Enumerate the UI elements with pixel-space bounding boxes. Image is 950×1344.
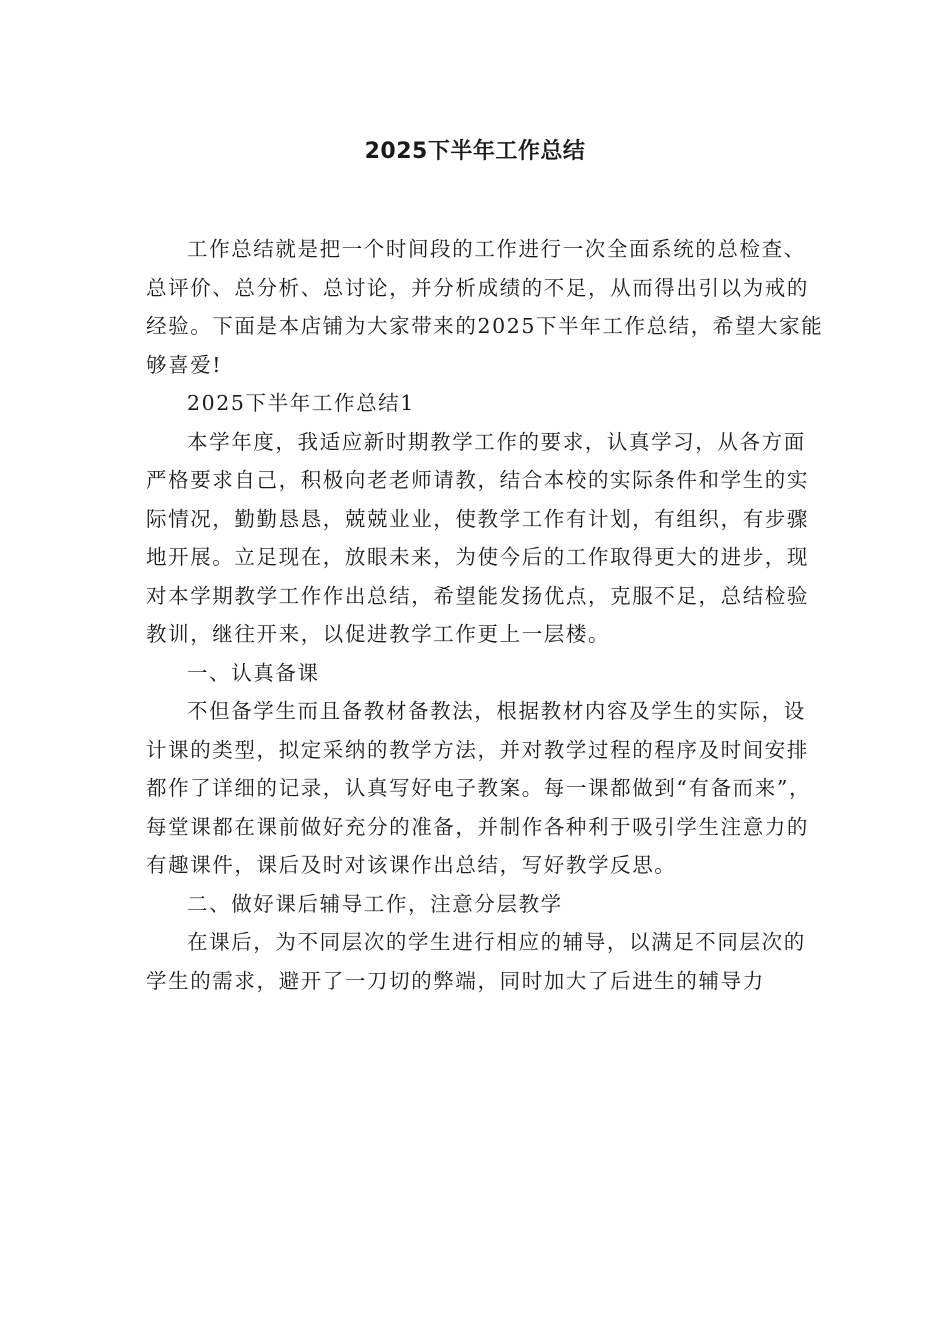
paragraph-tutoring: 在课后，为不同层次的学生进行相应的辅导，以满足不同层次的学生的需求，避开了一刀切的弊端，同时加大了后进生的辅导力: [146, 930, 806, 993]
paragraph-intro: 工作总结就是把一个时间段的工作进行一次全面系统的总检查、总评价、总分析、总讨论，并分析成绩的不足，从而得出引以为戒的经验。下面是本店铺为大家带来的2025下半年工作总结，希望大家能够喜爱!: [146, 237, 824, 377]
section-heading-tutoring: 二、做好课后辅导工作，注意分层教学: [187, 891, 563, 916]
document-title: 2025下半年工作总结: [364, 139, 586, 164]
paragraph-lesson-prep: 不但备学生而且备教材备教法，根据教材内容及学生的实际，设计课的类型，拟定采纳的教学方法，并对教学过程的程序及时间安排都作了详细的记录，认真写好电子教案。每一课都做到“有备而来”，每堂课都在课前做好充分的准备，并制作各种利于吸引学生注意力的有趣课件，课后及时对该课作出总结，写好教学反思。: [146, 699, 812, 877]
section-heading-summary-1: 2025下半年工作总结1: [187, 391, 415, 415]
paragraph-overview: 本学年度，我适应新时期教学工作的要求，认真学习，从各方面严格要求自己，积极向老老师请教，结合本校的实际条件和学生的实际情况，勤勤恳恳，兢兢业业，使教学工作有计划，有组织，有步骤地开展。立足现在，放眼未来，为使今后的工作取得更大的进步，现对本学期教学工作作出总结，希望能发扬优点，克服不足，总结检验教训，继往开来，以促进教学工作更上一层楼。: [146, 429, 809, 646]
section-heading-lesson-prep: 一、认真备课: [187, 660, 320, 685]
document-body: [146, 230, 826, 1000]
